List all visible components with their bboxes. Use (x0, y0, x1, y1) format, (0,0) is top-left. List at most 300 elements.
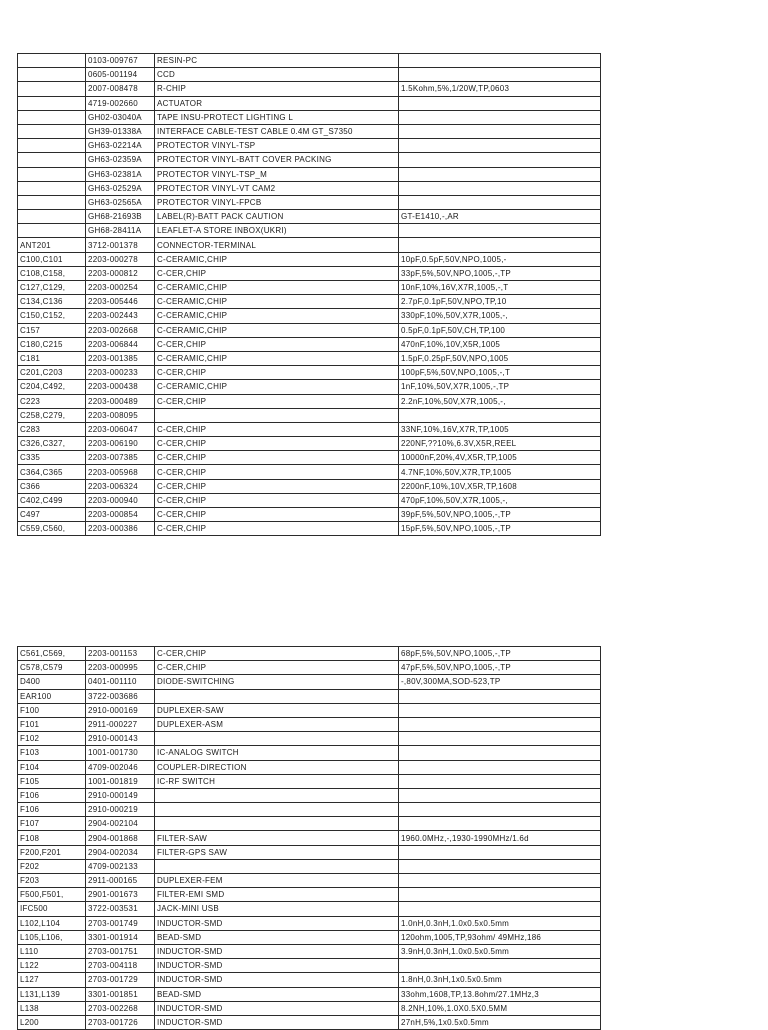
description-cell: C-CER,CHIP (155, 422, 399, 436)
description-cell: FILTER-GPS SAW (155, 845, 399, 859)
table-row (18, 295, 601, 309)
specification-cell: -,80V,300MA,SOD-523,TP (399, 675, 601, 689)
location-cell: C283 (18, 422, 86, 436)
location-cell: ANT201 (18, 238, 86, 252)
table-row (18, 774, 601, 788)
table-row (18, 508, 601, 522)
description-cell (155, 788, 399, 802)
location-cell (18, 82, 86, 96)
location-cell: L102,L104 (18, 916, 86, 930)
description-cell: C-CER,CHIP (155, 661, 399, 675)
location-cell: EAR100 (18, 689, 86, 703)
part-code-cell: 2910-000143 (86, 732, 155, 746)
specification-cell: 15pF,5%,50V,NPO,1005,-,TP (399, 522, 601, 536)
part-code-cell: 2703-001729 (86, 973, 155, 987)
specification-cell (399, 902, 601, 916)
specification-cell: 1960.0MHz,-,1930-1990MHz/1.6d (399, 831, 601, 845)
location-cell: C258,C279, (18, 408, 86, 422)
specification-cell (399, 54, 601, 68)
part-code-cell: 2901-001673 (86, 888, 155, 902)
specification-cell (399, 110, 601, 124)
table-row (18, 451, 601, 465)
table-row (18, 859, 601, 873)
description-cell: C-CER,CHIP (155, 451, 399, 465)
description-cell: C-CERAMIC,CHIP (155, 309, 399, 323)
specification-cell (399, 732, 601, 746)
description-cell: DUPLEXER-SAW (155, 703, 399, 717)
table-row (18, 96, 601, 110)
description-cell: IC-ANALOG SWITCH (155, 746, 399, 760)
specification-cell (399, 689, 601, 703)
description-cell: LABEL(R)-BATT PACK CAUTION (155, 210, 399, 224)
specification-cell (399, 760, 601, 774)
part-code-cell: 2203-000386 (86, 522, 155, 536)
location-cell: L200 (18, 1015, 86, 1029)
table-row (18, 817, 601, 831)
description-cell: C-CERAMIC,CHIP (155, 380, 399, 394)
specification-cell (399, 859, 601, 873)
specification-cell: 33NF,10%,16V,X7R,TP,1005 (399, 422, 601, 436)
location-cell: C223 (18, 394, 86, 408)
table-row (18, 788, 601, 802)
part-code-cell: 2703-001749 (86, 916, 155, 930)
description-cell: DUPLEXER-ASM (155, 717, 399, 731)
location-cell: F108 (18, 831, 86, 845)
table-row (18, 845, 601, 859)
table-row (18, 522, 601, 536)
table-row (18, 465, 601, 479)
table-row (18, 437, 601, 451)
location-cell: C364,C365 (18, 465, 86, 479)
location-cell: C402,C499 (18, 493, 86, 507)
specification-cell (399, 874, 601, 888)
part-code-cell: 2904-002034 (86, 845, 155, 859)
location-cell: L131,L139 (18, 987, 86, 1001)
table-row (18, 831, 601, 845)
table-row (18, 351, 601, 365)
table-row (18, 760, 601, 774)
table-row (18, 181, 601, 195)
specification-cell (399, 195, 601, 209)
part-code-cell: GH68-21693B (86, 210, 155, 224)
part-code-cell: GH68-28411A (86, 224, 155, 238)
part-code-cell: GH63-02529A (86, 181, 155, 195)
location-cell (18, 153, 86, 167)
part-code-cell: 2203-000812 (86, 266, 155, 280)
location-cell: C578,C579 (18, 661, 86, 675)
location-cell (18, 181, 86, 195)
location-cell: F103 (18, 746, 86, 760)
description-cell: ACTUATOR (155, 96, 399, 110)
part-code-cell: 2203-002668 (86, 323, 155, 337)
description-cell: LEAFLET-A STORE INBOX(UKRI) (155, 224, 399, 238)
table-row (18, 54, 601, 68)
table-row (18, 394, 601, 408)
part-code-cell: GH02-03040A (86, 110, 155, 124)
part-code-cell: 3301-001851 (86, 987, 155, 1001)
part-code-cell: 2910-000169 (86, 703, 155, 717)
table-row (18, 337, 601, 351)
part-code-cell: 3722-003686 (86, 689, 155, 703)
part-code-cell: 2203-000489 (86, 394, 155, 408)
specification-cell (399, 803, 601, 817)
specification-cell: 10000nF,20%,4V,X5R,TP,1005 (399, 451, 601, 465)
table-row (18, 224, 601, 238)
description-cell: C-CERAMIC,CHIP (155, 281, 399, 295)
table-row (18, 902, 601, 916)
description-cell: INDUCTOR-SMD (155, 959, 399, 973)
specification-cell: 1nF,10%,50V,X7R,1005,-,TP (399, 380, 601, 394)
description-cell: C-CERAMIC,CHIP (155, 323, 399, 337)
specification-cell: 470nF,10%,10V,X5R,1005 (399, 337, 601, 351)
specification-cell (399, 153, 601, 167)
description-cell (155, 732, 399, 746)
description-cell (155, 803, 399, 817)
description-cell: C-CER,CHIP (155, 479, 399, 493)
description-cell: C-CER,CHIP (155, 437, 399, 451)
location-cell: F101 (18, 717, 86, 731)
description-cell: C-CER,CHIP (155, 647, 399, 661)
table-row (18, 252, 601, 266)
part-code-cell: 2203-001153 (86, 647, 155, 661)
description-cell (155, 689, 399, 703)
specification-cell: 3.9nH,0.3nH,1.0x0.5x0.5mm (399, 944, 601, 958)
location-cell: F104 (18, 760, 86, 774)
location-cell: C127,C129, (18, 281, 86, 295)
location-cell: C326,C327, (18, 437, 86, 451)
table-row (18, 703, 601, 717)
parts-table-2 (17, 646, 601, 1030)
part-code-cell: 2203-006844 (86, 337, 155, 351)
part-code-cell: GH63-02565A (86, 195, 155, 209)
location-cell (18, 224, 86, 238)
table-row (18, 309, 601, 323)
specification-cell: 100pF,5%,50V,NPO,1005,-,T (399, 366, 601, 380)
description-cell: FILTER-EMI SMD (155, 888, 399, 902)
location-cell (18, 54, 86, 68)
location-cell: F106 (18, 788, 86, 802)
description-cell: DIODE-SWITCHING (155, 675, 399, 689)
location-cell: C108,C158, (18, 266, 86, 280)
specification-cell (399, 845, 601, 859)
part-code-cell: 2203-000233 (86, 366, 155, 380)
description-cell: PROTECTOR VINYL-VT CAM2 (155, 181, 399, 195)
parts-table-2-body (18, 647, 601, 1030)
location-cell: C335 (18, 451, 86, 465)
part-code-cell: 1001-001819 (86, 774, 155, 788)
table-row (18, 266, 601, 280)
description-cell: C-CER,CHIP (155, 366, 399, 380)
specification-cell (399, 888, 601, 902)
part-code-cell: 4709-002133 (86, 859, 155, 873)
part-code-cell: 2703-001751 (86, 944, 155, 958)
table-row (18, 675, 601, 689)
location-cell: C180,C215 (18, 337, 86, 351)
location-cell: C366 (18, 479, 86, 493)
description-cell: C-CERAMIC,CHIP (155, 351, 399, 365)
part-code-cell: 3301-001914 (86, 930, 155, 944)
location-cell: C150,C152, (18, 309, 86, 323)
part-code-cell: 2203-005446 (86, 295, 155, 309)
description-cell: INDUCTOR-SMD (155, 944, 399, 958)
location-cell: IFC500 (18, 902, 86, 916)
part-code-cell: 3722-003531 (86, 902, 155, 916)
description-cell: C-CER,CHIP (155, 266, 399, 280)
description-cell (155, 408, 399, 422)
part-code-cell: 2203-000438 (86, 380, 155, 394)
specification-cell: 47pF,5%,50V,NPO,1005,-,TP (399, 661, 601, 675)
table-row (18, 1001, 601, 1015)
table-row (18, 124, 601, 138)
table-row (18, 323, 601, 337)
specification-cell: 2.2nF,10%,50V,X7R,1005,-, (399, 394, 601, 408)
part-code-cell: 2203-001385 (86, 351, 155, 365)
table-row (18, 717, 601, 731)
location-cell: C134,C136 (18, 295, 86, 309)
location-cell: F102 (18, 732, 86, 746)
table-row (18, 380, 601, 394)
specification-cell: 120ohm,1005,TP,93ohm/ 49MHz,186 (399, 930, 601, 944)
location-cell: C497 (18, 508, 86, 522)
description-cell: R-CHIP (155, 82, 399, 96)
location-cell: D400 (18, 675, 86, 689)
table-row (18, 987, 601, 1001)
parts-table-1-body (18, 54, 601, 536)
table-row (18, 110, 601, 124)
part-code-cell: 2203-000254 (86, 281, 155, 295)
location-cell: L122 (18, 959, 86, 973)
specification-cell: 330pF,10%,50V,X7R,1005,-, (399, 309, 601, 323)
location-cell: F500,F501, (18, 888, 86, 902)
parts-table-1 (17, 53, 601, 536)
description-cell: COUPLER-DIRECTION (155, 760, 399, 774)
description-cell: FILTER-SAW (155, 831, 399, 845)
specification-cell: 33pF,5%,50V,NPO,1005,-,TP (399, 266, 601, 280)
part-code-cell: 2203-000278 (86, 252, 155, 266)
location-cell (18, 96, 86, 110)
part-code-cell: 1001-001730 (86, 746, 155, 760)
table-row (18, 408, 601, 422)
specification-cell (399, 167, 601, 181)
part-code-cell: 2203-000940 (86, 493, 155, 507)
part-code-cell: 3712-001378 (86, 238, 155, 252)
description-cell: C-CER,CHIP (155, 493, 399, 507)
specification-cell: 10nF,10%,16V,X7R,1005,-,T (399, 281, 601, 295)
specification-cell (399, 124, 601, 138)
specification-cell: 27nH,5%,1x0.5x0.5mm (399, 1015, 601, 1029)
description-cell: PROTECTOR VINYL-TSP (155, 139, 399, 153)
location-cell (18, 195, 86, 209)
part-code-cell: 2904-002104 (86, 817, 155, 831)
description-cell: TAPE INSU-PROTECT LIGHTING L (155, 110, 399, 124)
description-cell: RESIN-PC (155, 54, 399, 68)
part-code-cell: 0401-001110 (86, 675, 155, 689)
specification-cell: 220NF,??10%,6.3V,X5R,REEL (399, 437, 601, 451)
description-cell: C-CER,CHIP (155, 337, 399, 351)
table-row (18, 195, 601, 209)
specification-cell (399, 139, 601, 153)
description-cell: JACK-MINI USB (155, 902, 399, 916)
part-code-cell: 2203-006047 (86, 422, 155, 436)
location-cell: C201,C203 (18, 366, 86, 380)
location-cell: F202 (18, 859, 86, 873)
description-cell: C-CER,CHIP (155, 522, 399, 536)
description-cell: C-CER,CHIP (155, 465, 399, 479)
table-row (18, 479, 601, 493)
part-code-cell: 2203-002443 (86, 309, 155, 323)
table-row (18, 82, 601, 96)
specification-cell (399, 788, 601, 802)
part-code-cell: 2203-000995 (86, 661, 155, 675)
specification-cell: 68pF,5%,50V,NPO,1005,-,TP (399, 647, 601, 661)
part-code-cell: 0103-009767 (86, 54, 155, 68)
specification-cell: 1.8nH,0.3nH,1x0.5x0.5mm (399, 973, 601, 987)
part-code-cell: 0605-001194 (86, 68, 155, 82)
description-cell: BEAD-SMD (155, 987, 399, 1001)
part-code-cell: 2911-000227 (86, 717, 155, 731)
table-row (18, 874, 601, 888)
table-row (18, 689, 601, 703)
table-row (18, 153, 601, 167)
specification-cell (399, 181, 601, 195)
table-row (18, 167, 601, 181)
location-cell: C100,C101 (18, 252, 86, 266)
part-code-cell: 2203-006324 (86, 479, 155, 493)
description-cell: INDUCTOR-SMD (155, 973, 399, 987)
table-row (18, 661, 601, 675)
table-row (18, 1015, 601, 1029)
table-row (18, 493, 601, 507)
part-code-cell: 2911-000165 (86, 874, 155, 888)
part-code-cell: GH63-02359A (86, 153, 155, 167)
table-row (18, 366, 601, 380)
location-cell: L105,L106, (18, 930, 86, 944)
specification-cell: 1.0nH,0.3nH,1.0x0.5x0.5mm (399, 916, 601, 930)
description-cell: CCD (155, 68, 399, 82)
location-cell (18, 110, 86, 124)
table-row (18, 68, 601, 82)
description-cell: INDUCTOR-SMD (155, 1015, 399, 1029)
table-row (18, 210, 601, 224)
specification-cell: 8.2NH,10%,1.0X0.5X0.5MM (399, 1001, 601, 1015)
table-row (18, 973, 601, 987)
specification-cell (399, 717, 601, 731)
description-cell: C-CER,CHIP (155, 394, 399, 408)
location-cell: F203 (18, 874, 86, 888)
specification-cell: 0.5pF,0.1pF,50V,CH,TP,100 (399, 323, 601, 337)
part-code-cell: GH39-01338A (86, 124, 155, 138)
location-cell (18, 210, 86, 224)
table-row (18, 647, 601, 661)
location-cell: C181 (18, 351, 86, 365)
specification-cell: 39pF,5%,50V,NPO,1005,-,TP (399, 508, 601, 522)
location-cell: C561,C569, (18, 647, 86, 661)
description-cell: PROTECTOR VINYL-TSP_M (155, 167, 399, 181)
specification-cell (399, 224, 601, 238)
part-code-cell: 2203-005968 (86, 465, 155, 479)
location-cell: C559,C560, (18, 522, 86, 536)
specification-cell (399, 746, 601, 760)
description-cell (155, 859, 399, 873)
description-cell: DUPLEXER-FEM (155, 874, 399, 888)
part-code-cell: 2203-006190 (86, 437, 155, 451)
specification-cell: 33ohm,1608,TP,13.8ohm/27.1MHz,3 (399, 987, 601, 1001)
specification-cell (399, 774, 601, 788)
description-cell: BEAD-SMD (155, 930, 399, 944)
location-cell: F106 (18, 803, 86, 817)
location-cell: F200,F201 (18, 845, 86, 859)
description-cell: INDUCTOR-SMD (155, 916, 399, 930)
location-cell (18, 139, 86, 153)
location-cell (18, 68, 86, 82)
specification-cell (399, 703, 601, 717)
table-row (18, 746, 601, 760)
description-cell: INDUCTOR-SMD (155, 1001, 399, 1015)
location-cell (18, 124, 86, 138)
specification-cell: 470pF,10%,50V,X7R,1005,-, (399, 493, 601, 507)
location-cell: L110 (18, 944, 86, 958)
part-code-cell: 2007-008478 (86, 82, 155, 96)
location-cell: F100 (18, 703, 86, 717)
location-cell: C204,C492, (18, 380, 86, 394)
specification-cell: 1.5pF,0.25pF,50V,NPO,1005 (399, 351, 601, 365)
description-cell: C-CERAMIC,CHIP (155, 295, 399, 309)
part-code-cell: 2703-001726 (86, 1015, 155, 1029)
specification-cell: 2.7pF,0.1pF,50V,NPO,TP,10 (399, 295, 601, 309)
specification-cell: 1.5Kohm,5%,1/20W,TP,0603 (399, 82, 601, 96)
specification-cell (399, 817, 601, 831)
location-cell: C157 (18, 323, 86, 337)
part-code-cell: GH63-02214A (86, 139, 155, 153)
location-cell: L127 (18, 973, 86, 987)
description-cell: PROTECTOR VINYL-BATT COVER PACKING (155, 153, 399, 167)
specification-cell (399, 238, 601, 252)
location-cell: F107 (18, 817, 86, 831)
table-row (18, 139, 601, 153)
table-row (18, 422, 601, 436)
table-row (18, 888, 601, 902)
table-row (18, 944, 601, 958)
description-cell: PROTECTOR VINYL-FPCB (155, 195, 399, 209)
specification-cell: 4.7NF,10%,50V,X7R,TP,1005 (399, 465, 601, 479)
part-code-cell: 4719-002660 (86, 96, 155, 110)
table-row (18, 238, 601, 252)
location-cell: L138 (18, 1001, 86, 1015)
specification-cell (399, 959, 601, 973)
table-row (18, 803, 601, 817)
location-cell (18, 167, 86, 181)
part-code-cell: 2904-001868 (86, 831, 155, 845)
part-code-cell: GH63-02381A (86, 167, 155, 181)
part-code-cell: 2910-000149 (86, 788, 155, 802)
description-cell: CONNECTOR-TERMINAL (155, 238, 399, 252)
specification-cell: 10pF,0.5pF,50V,NPO,1005,- (399, 252, 601, 266)
description-cell: IC-RF SWITCH (155, 774, 399, 788)
table-row (18, 959, 601, 973)
description-cell: C-CERAMIC,CHIP (155, 252, 399, 266)
specification-cell (399, 408, 601, 422)
part-code-cell: 2203-000854 (86, 508, 155, 522)
specification-cell (399, 96, 601, 110)
table-row (18, 281, 601, 295)
part-code-cell: 2910-000219 (86, 803, 155, 817)
table-row (18, 732, 601, 746)
location-cell: F105 (18, 774, 86, 788)
part-code-cell: 2703-002268 (86, 1001, 155, 1015)
description-cell: C-CER,CHIP (155, 508, 399, 522)
part-code-cell: 2703-004118 (86, 959, 155, 973)
description-cell: INTERFACE CABLE-TEST CABLE 0.4M GT_S7350 (155, 124, 399, 138)
